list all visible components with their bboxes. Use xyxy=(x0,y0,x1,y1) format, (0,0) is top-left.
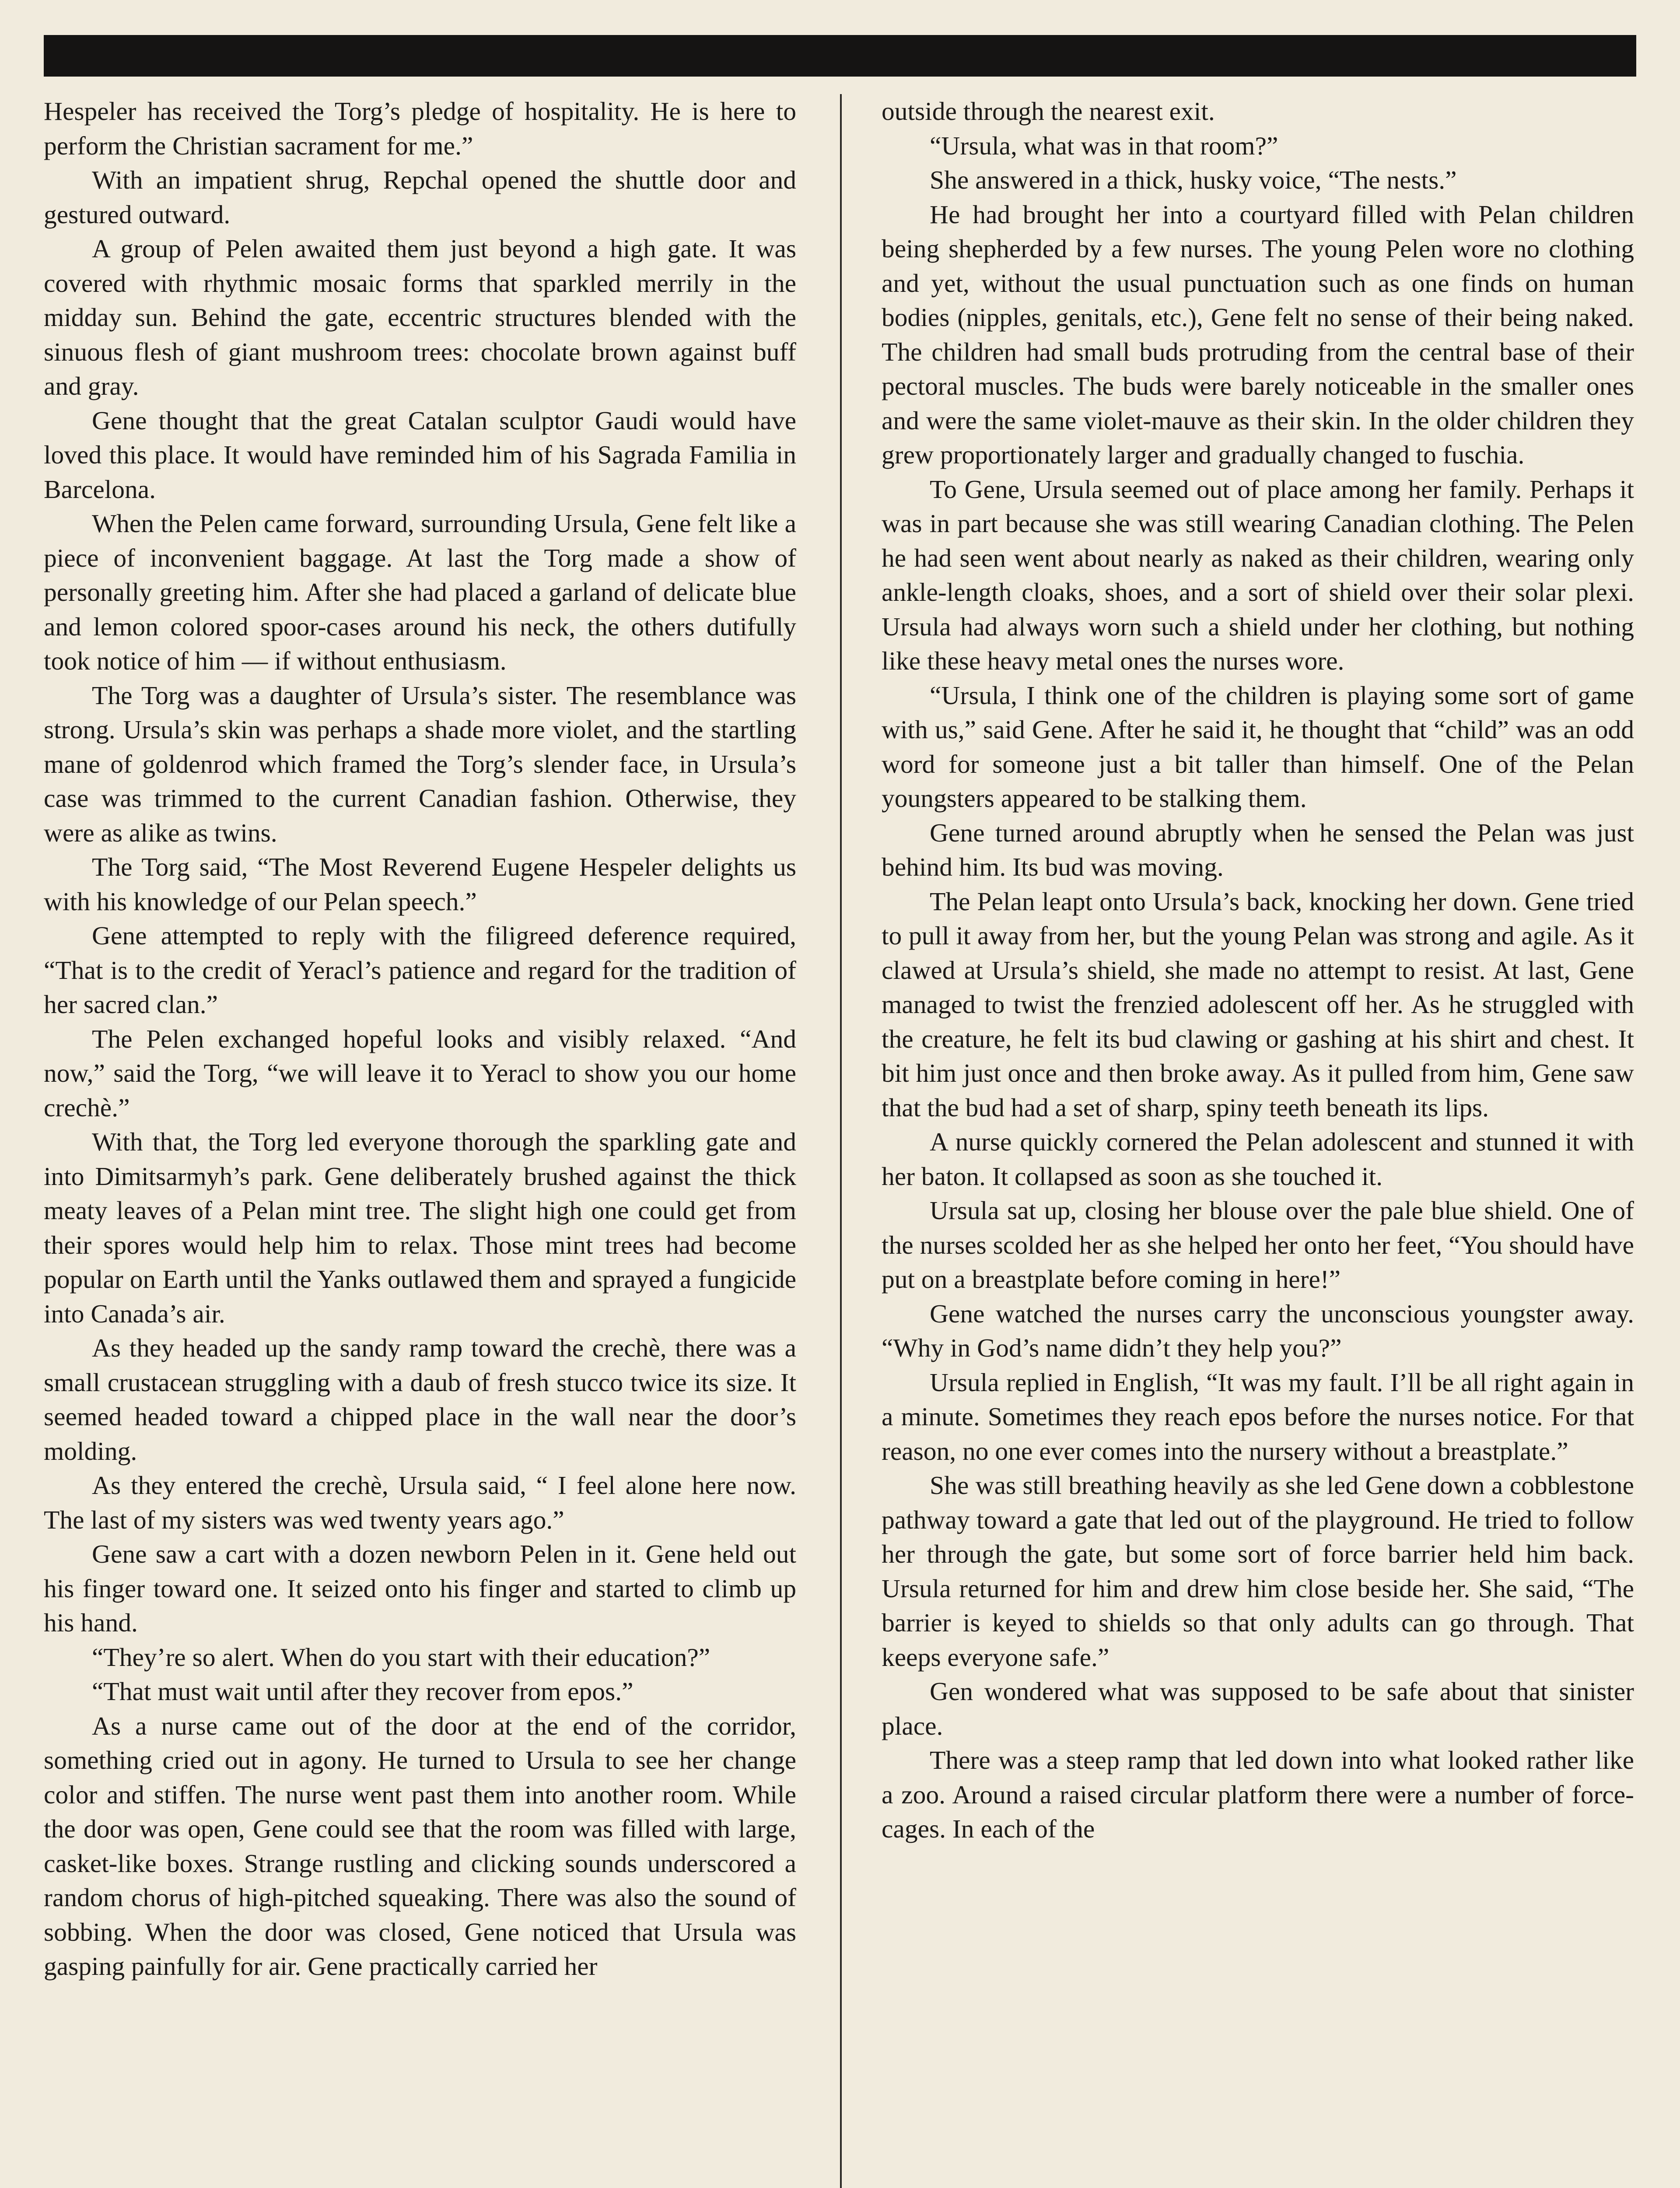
paragraph: Gen wondered what was supposed to be safe about that sinister place. xyxy=(882,1677,1634,1740)
paragraph: There was a steep ramp that led down into what looked rather like a zoo. Around a raised circular platform there were a number of force-cages. In each of the xyxy=(882,1746,1634,1843)
paragraph: He had brought her into a courtyard filled with Pelan children being shepherded by a few nurses. The young Pelen wore no clothing and yet, without the usual punctuation such as one finds on human bodies (nipples, genitals, etc.), Gene felt no sense of their being naked. The children had small buds protruding from the central base of their pectoral muscles. The buds were barely noticeable in the smaller ones and were the same violet-mauve as their skin. In the older children they grew proportionately larger and gradually changed to fuschia. xyxy=(882,200,1634,469)
paragraph: As they entered the crechè, Ursula said, “ I feel alone here now. The last of my sisters was wed twenty years ago.” xyxy=(44,1471,796,1534)
paragraph: As a nurse came out of the door at the end of the corridor, something cried out in agony. He turned to Ursula to see her change color and stiffen. The nurse went past them into another room. While the door was open, Gene could see that the room was filled with large, casket-like boxes. Strange rustling and clicking sounds underscored a random chorus of high-pitched squeaking. There was also the sound of sobbing. When the door was closed, Gene noticed that Ursula was gasping painfully for air. Gene practically carried her xyxy=(44,1711,796,1981)
paragraph: The Torg was a daughter of Ursula’s sister. The resemblance was strong. Ursula’s skin was perhaps a shade more violet, and the startling mane of goldenrod which framed the Torg’s slender face, in Ursula’s case was trimmed to the current Canadian fashion. Otherwise, they were as alike as twins. xyxy=(44,680,796,847)
paragraph: “They’re so alert. When do you start with their education?” xyxy=(92,1642,710,1672)
text-column-left xyxy=(44,94,796,1984)
paragraph: Gene saw a cart with a dozen newborn Pelen in it. Gene held out his finger toward one. It seized onto his finger and started to climb up his hand. xyxy=(44,1539,796,1637)
column-divider xyxy=(840,94,842,2188)
header-bar xyxy=(44,35,1636,77)
text-column-right xyxy=(882,94,1634,1846)
paragraph: Gene thought that the great Catalan sculptor Gaudi would have loved this place. It would have reminded him of his Sagrada Familia in Barcelona. xyxy=(44,406,796,504)
paragraph: Gene watched the nurses carry the unconscious youngster away. “Why in God’s name didn’t they help you?” xyxy=(882,1299,1634,1362)
paragraph: With an impatient shrug, Repchal opened the shuttle door and gestured outward. xyxy=(44,165,796,229)
paragraph: “That must wait until after they recover from epos.” xyxy=(92,1677,634,1706)
paragraph: To Gene, Ursula seemed out of place among her family. Perhaps it was in part because she was still wearing Canadian clothing. The Pelen he had seen went about nearly as naked as their children, wearing only ankle-length cloaks, shoes, and a sort of shield over their solar plexi. Ursula had always worn such a shield under her clothing, but nothing like these heavy metal ones the nurses wore. xyxy=(882,474,1634,675)
paragraph: The Torg said, “The Most Reverend Eugene Hespeler delights us with his knowledge of our Pelan speech.” xyxy=(44,852,796,916)
paragraph: She answered in a thick, husky voice, “The nests.” xyxy=(930,165,1457,194)
paragraph: As they headed up the sandy ramp toward the crechè, there was a small crustacean struggling with a daub of fresh stucco twice its size. It seemed headed toward a chipped place in the wall near the door’s molding. xyxy=(44,1333,796,1466)
paragraph: When the Pelen came forward, surrounding Ursula, Gene felt like a piece of inconvenient baggage. At last the Torg made a show of personally greeting him. After she had placed a garland of delicate blue and lemon colored spoor-cases around his neck, the others dutifully took notice of him — if without enthusiasm. xyxy=(44,509,796,675)
paragraph: Ursula sat up, closing her blouse over the pale blue shield. One of the nurses scolded her as she helped her onto her feet, “You should have put on a breastplate before coming in here!” xyxy=(882,1196,1634,1294)
paragraph: She was still breathing heavily as she led Gene down a cobblestone pathway toward a gate that led out of the playground. He tried to follow her through the gate, but some sort of force barrier held him back. Ursula returned for him and drew him close beside her. She said, “The barrier is keyed to shields so that only adults can go through. That keeps everyone safe.” xyxy=(882,1471,1634,1672)
paragraph: Hespeler has received the Torg’s pledge of hospitality. He is here to perform the Christian sacrament for me.” xyxy=(44,97,796,160)
paragraph: A nurse quickly cornered the Pelan adolescent and stunned it with her baton. It collapsed as soon as she touched it. xyxy=(882,1127,1634,1191)
paragraph: The Pelen exchanged hopeful looks and visibly relaxed. “And now,” said the Torg, “we will leave it to Yeracl to show you our home crechè.” xyxy=(44,1024,796,1122)
paragraph: outside through the nearest exit. xyxy=(882,97,1215,126)
paragraph: “Ursula, I think one of the children is playing some sort of game with us,” said Gene. After he said it, he thought that “child” was an odd word for someone just a bit taller than himself. One of the Pelan youngsters appeared to be stalking them. xyxy=(882,680,1634,813)
paragraph: “Ursula, what was in that room?” xyxy=(930,131,1278,160)
paragraph: A group of Pelen awaited them just beyond a high gate. It was covered with rhythmic mosaic forms that sparkled merrily in the midday sun. Behind the gate, eccentric structures blended with the sinuous flesh of giant mushroom trees: chocolate brown against buff and gray. xyxy=(44,234,796,400)
paragraph: Ursula replied in English, “It was my fault. I’ll be all right again in a minute. Sometimes they reach epos before the nurses notice. For that reason, no one ever comes into the nursery without a breastplate.” xyxy=(882,1368,1634,1466)
paragraph: With that, the Torg led everyone thorough the sparkling gate and into Dimitsarmyh’s park. Gene deliberately brushed against the thick meaty leaves of a Pelan mint tree. The slight high one could get from their spores would help him to relax. Those mint trees had become popular on Earth until the Yanks outlawed them and sprayed a fungicide into Canada’s air. xyxy=(44,1127,796,1328)
paragraph: Gene attempted to reply with the filigreed deference required, “That is to the credit of Yeracl’s patience and regard for the tradition of her sacred clan.” xyxy=(44,921,796,1019)
paragraph: The Pelan leapt onto Ursula’s back, knocking her down. Gene tried to pull it away from her, but the young Pelan was strong and agile. As it clawed at Ursula’s shield, she made no attempt to resist. At last, Gene managed to twist the frenzied adolescent off her. As he struggled with the creature, he felt its bud clawing or gashing at his shirt and chest. It bit him just once and then broke away. As it pulled from him, Gene saw that the bud had a set of sharp, spiny teeth beneath its lips. xyxy=(882,887,1634,1122)
paragraph: Gene turned around abruptly when he sensed the Pelan was just behind him. Its bud was moving. xyxy=(882,818,1634,881)
